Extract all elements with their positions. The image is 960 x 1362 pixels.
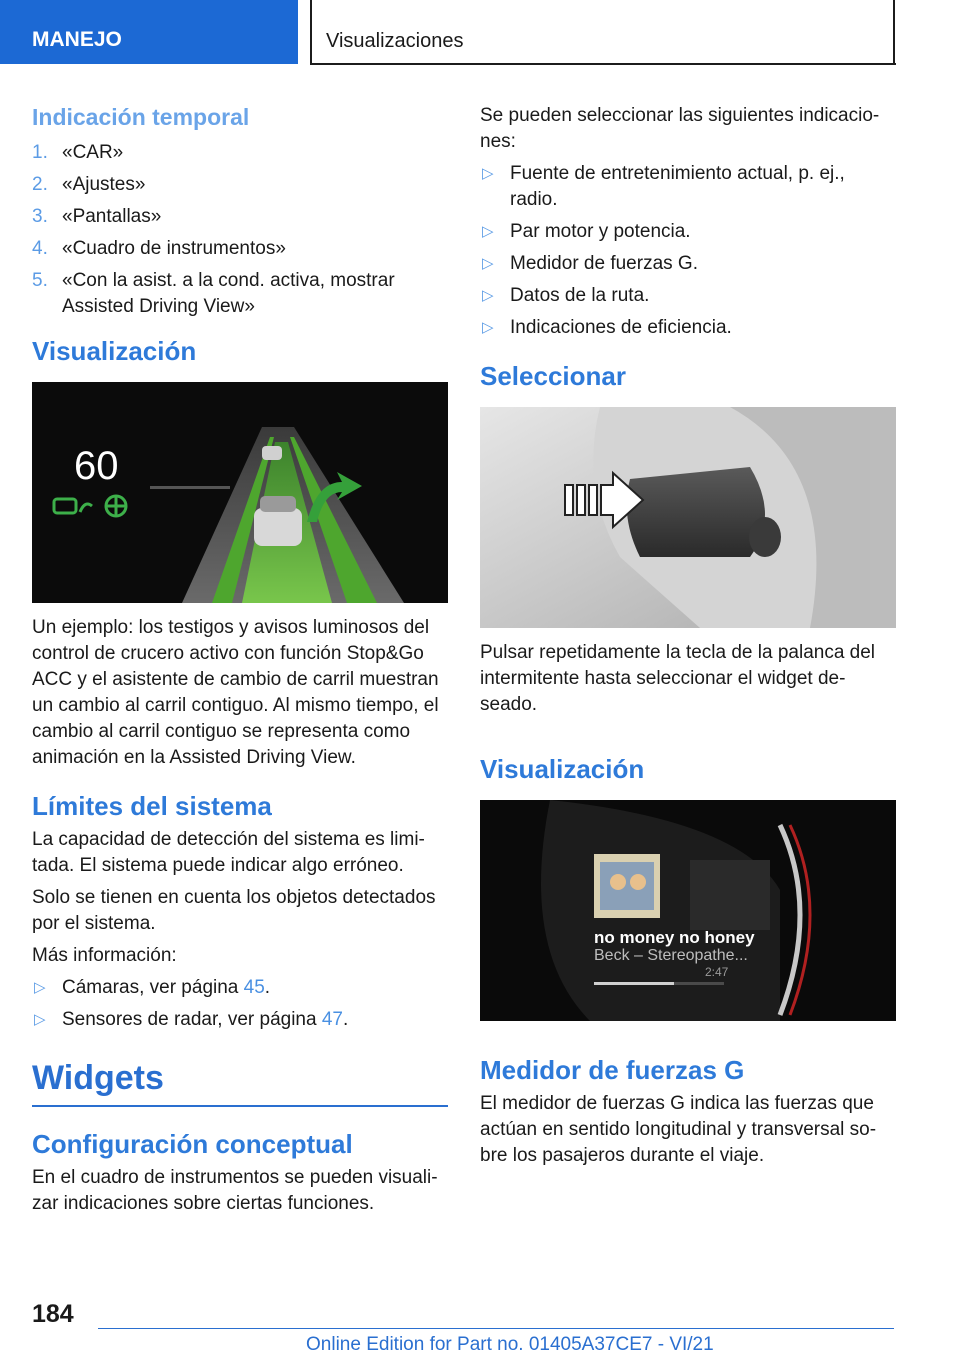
step-text: «Con la asist. a la cond. activa, mostrar Assisted Driving View»	[62, 270, 395, 317]
list-item	[480, 219, 896, 245]
item-text: Cámaras, ver página	[62, 977, 244, 998]
triangle-bullet-icon: ▷	[482, 165, 494, 182]
limits-heading: Límites del sistema	[32, 791, 272, 821]
step-text: «Ajustes»	[62, 174, 146, 195]
speed-readout: 60	[74, 444, 119, 488]
select-text: Pulsar repetidamente la tecla de la palanca del intermitente hasta seleccionar el widget de‐seado.	[480, 642, 876, 715]
item-text: Indicaciones de eficiencia.	[510, 317, 732, 338]
assisted-driving-view-image	[32, 382, 448, 603]
header-underline	[310, 63, 896, 65]
cluster-illustration	[32, 382, 448, 603]
select-heading: Seleccionar	[480, 361, 626, 391]
step-number: 5.	[32, 270, 48, 291]
limits-list	[32, 975, 448, 1033]
step-number: 4.	[32, 238, 48, 259]
lane-change-assistant-icon	[106, 496, 126, 516]
header-right-border	[893, 0, 895, 64]
page-link[interactable]: 47	[321, 1009, 343, 1030]
turn-signal-lever-image	[480, 407, 896, 628]
page-number: 184	[32, 1300, 74, 1328]
right-column	[480, 100, 896, 1169]
gforce-heading: Medidor de fuerzas G	[480, 1055, 745, 1085]
step-number: 3.	[32, 206, 48, 227]
item-text: Fuente de entretenimiento actual, p. ej., radio.	[510, 163, 845, 210]
visualization-heading-2: Visualización	[480, 754, 645, 784]
lever-illustration	[480, 407, 896, 628]
triangle-bullet-icon: ▷	[482, 319, 494, 336]
triangle-bullet-icon: ▷	[482, 287, 494, 304]
media-widget-illustration	[480, 800, 896, 1021]
temporal-steps	[32, 140, 448, 320]
list-item	[480, 251, 896, 277]
step-number: 1.	[32, 142, 48, 163]
media-widget-image	[480, 800, 896, 1021]
triangle-bullet-icon: ▷	[34, 979, 46, 996]
section-tab: MANEJO	[0, 0, 298, 64]
limits-paragraph-2: Solo se tienen en cuenta los objetos detectados por el sistema.	[32, 887, 436, 934]
step-text: «Cuadro de instrumentos»	[62, 238, 286, 259]
step-text: «CAR»	[62, 142, 124, 163]
list-item	[480, 315, 896, 341]
list-item	[32, 975, 448, 1001]
list-item	[480, 283, 896, 309]
step-item	[32, 268, 448, 320]
page-title: Visualizaciones	[326, 30, 464, 52]
step-item	[32, 204, 448, 230]
media-artist: Beck – Stereopathe...	[594, 947, 748, 964]
page-link[interactable]: 45	[243, 977, 265, 998]
list-item	[480, 161, 896, 213]
widget-intro: Se pueden seleccionar las siguientes indicacio‐nes:	[480, 105, 880, 152]
step-item	[32, 140, 448, 166]
left-column	[32, 100, 448, 1217]
item-text: Datos de la ruta.	[510, 285, 650, 306]
visualization-caption: Un ejemplo: los testigos y avisos luminosos del control de crucero activo con función Stop&Go ACC y el asistente de cambio de carril muestran un cambio al carril contiguo. Al mismo tiempo, el cambio al carril contiguo se representa como animación en la Assisted Driving View.	[32, 617, 439, 768]
item-text: Sensores de radar, ver página	[62, 1009, 322, 1030]
header-divider	[310, 0, 312, 64]
step-item	[32, 236, 448, 262]
media-time: 2:47	[705, 965, 729, 979]
edition-footer: Online Edition for Part no. 01405A37CE7 - VI/21	[306, 1334, 714, 1355]
item-text: Medidor de fuerzas G.	[510, 253, 698, 274]
gforce-text: El medidor de fuerzas G indica las fuerzas que actúan en sentido longitudinal y transversal so‐bre los pasajeros durante el viaje.	[480, 1093, 877, 1166]
limits-paragraph-1: La capacidad de detección del sistema es limi‐tada. El sistema puede indicar algo erróneo.	[32, 829, 425, 876]
step-text: «Pantallas»	[62, 206, 162, 227]
step-item	[32, 172, 448, 198]
item-end: .	[264, 977, 271, 998]
list-item	[32, 1007, 448, 1033]
temporal-heading: Indicación temporal	[32, 104, 250, 130]
item-end: .	[342, 1009, 349, 1030]
widgets-heading: Widgets	[32, 1059, 164, 1097]
limits-paragraph-3: Más información:	[32, 945, 177, 966]
widget-options-list	[480, 161, 896, 341]
media-title: no money no honey	[594, 928, 755, 947]
concept-heading: Configuración conceptual	[32, 1129, 353, 1159]
widgets-rule	[32, 1105, 448, 1107]
triangle-bullet-icon: ▷	[482, 255, 494, 272]
footer-rule	[98, 1328, 894, 1329]
step-number: 2.	[32, 174, 48, 195]
triangle-bullet-icon: ▷	[482, 223, 494, 240]
concept-text: En el cuadro de instrumentos se pueden visuali‐zar indicaciones sobre ciertas funciones.	[32, 1167, 438, 1214]
item-text: Par motor y potencia.	[510, 221, 691, 242]
triangle-bullet-icon: ▷	[34, 1011, 46, 1028]
visualization-heading: Visualización	[32, 336, 197, 366]
